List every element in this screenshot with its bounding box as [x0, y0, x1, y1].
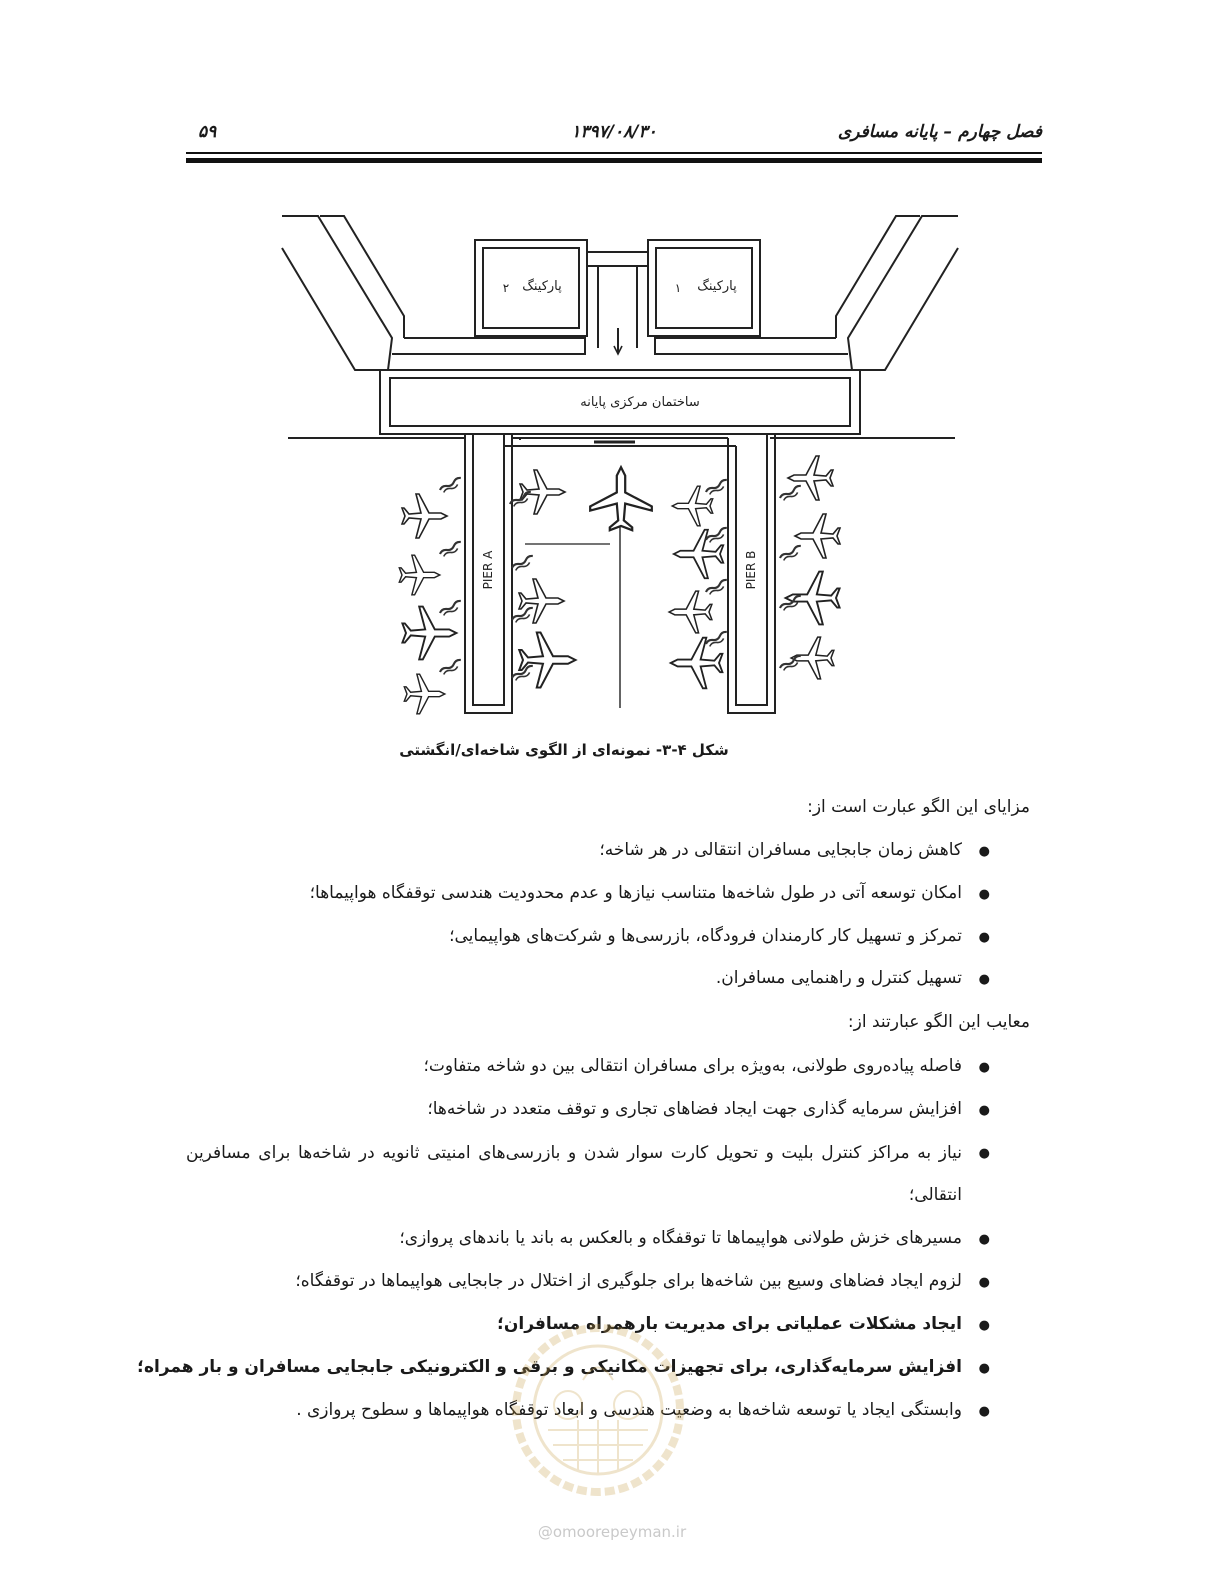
parking-2-label: پارکینگ — [522, 279, 562, 294]
parking-1-label: پارکینگ — [697, 279, 737, 294]
page-header — [186, 118, 1042, 150]
bullet-icon: ● — [978, 930, 990, 945]
parking-1-number: ۱ — [674, 281, 682, 295]
terminal-building-label: ساختمان مرکزی پایانه — [580, 395, 700, 410]
pier-layout-figure — [280, 208, 960, 728]
advantage-item: کاهش زمان جابجایی مسافران انتقالی در هر شاخه؛ — [599, 840, 962, 860]
bullet-icon: ● — [978, 1361, 990, 1376]
bullet-icon: ● — [978, 972, 990, 987]
advantages-intro: مزایای این الگو عبارت است از: — [807, 797, 1030, 817]
bullet-icon: ● — [978, 1275, 990, 1290]
disadvantage-item: وابستگی ایجاد یا توسعه شاخه‌ها به وضعیت هندسی و ابعاد توقفگاه هواپیماها و سطوح پروازی . — [296, 1400, 962, 1420]
bullet-icon: ● — [978, 1103, 990, 1118]
figure-caption: شکل ۴-۳- نمونه‌ای از الگوی شاخه‌ای/انگشتی — [399, 741, 729, 759]
header-rule-thick — [186, 158, 1042, 163]
disadvantage-item: نیاز به مراکز کنترل بلیت و تحویل کارت سوار شدن و بازرسی‌های امنیتی ثانویه در شاخه‌ها برای مسافرین انتقالی؛ — [186, 1143, 962, 1205]
advantage-item: امکان توسعه آتی در طول شاخه‌ها متناسب نیازها و عدم محدودیت هندسی توقفگاه هواپیماها؛ — [309, 883, 962, 903]
disadvantage-item: ایجاد مشکلات عملیاتی برای مدیریت بارهمراه مسافران؛ — [497, 1314, 962, 1334]
disadvantage-item: فاصله پیاده‌روی طولانی، به‌ویژه برای مسافران انتقالی بین دو شاخه متفاوت؛ — [423, 1056, 962, 1076]
bullet-icon: ● — [978, 1318, 990, 1333]
disadvantage-item: مسیرهای خزش طولانی هواپیماها تا توقفگاه و بالعکس به باند یا باندهای پروازی؛ — [399, 1228, 962, 1248]
pier-b-label: PIER B — [744, 550, 758, 590]
disadvantages-intro: معایب این الگو عبارتند از: — [847, 1012, 1030, 1032]
header-rule-thin — [186, 152, 1042, 154]
advantage-item: تسهیل کنترل و راهنمایی مسافران. — [715, 968, 962, 988]
watermark-seal-icon — [508, 1320, 688, 1500]
bullet-icon: ● — [978, 887, 990, 902]
bullet-icon: ● — [978, 1146, 990, 1161]
bullet-icon: ● — [978, 1232, 990, 1247]
parking-2-number: ۲ — [502, 281, 510, 295]
disadvantage-item: افزایش سرمایه‌گذاری، برای تجهیزات مکانیکی و برقی و الکترونیکی جابجایی مسافران و بار همراه؛ — [137, 1357, 962, 1377]
pier-a-label: PIER A — [481, 550, 495, 590]
disadvantage-item: افزایش سرمایه گذاری جهت ایجاد فضاهای تجاری و توقف متعدد در شاخه‌ها؛ — [427, 1099, 962, 1119]
chapter-title: فصل چهارم – پایانه مسافری — [837, 122, 1042, 142]
bullet-icon: ● — [978, 1060, 990, 1075]
watermark-url: @omoorepeyman.ir — [537, 1523, 687, 1541]
document-date: ۱۳۹۷/۰۸/۳۰ — [571, 122, 657, 142]
bullet-icon: ● — [978, 1404, 990, 1419]
disadvantage-item: لزوم ایجاد فضاهای وسیع بین شاخه‌ها برای جلوگیری از اختلال در جابجایی هواپیماها در توقفگاه؛ — [295, 1271, 962, 1291]
advantage-item: تمرکز و تسهیل کار کارمندان فرودگاه، بازرسی‌ها و شرکت‌های هواپیمایی؛ — [449, 926, 962, 946]
page-number: ۵۹ — [198, 122, 217, 142]
bullet-icon: ● — [978, 844, 990, 859]
